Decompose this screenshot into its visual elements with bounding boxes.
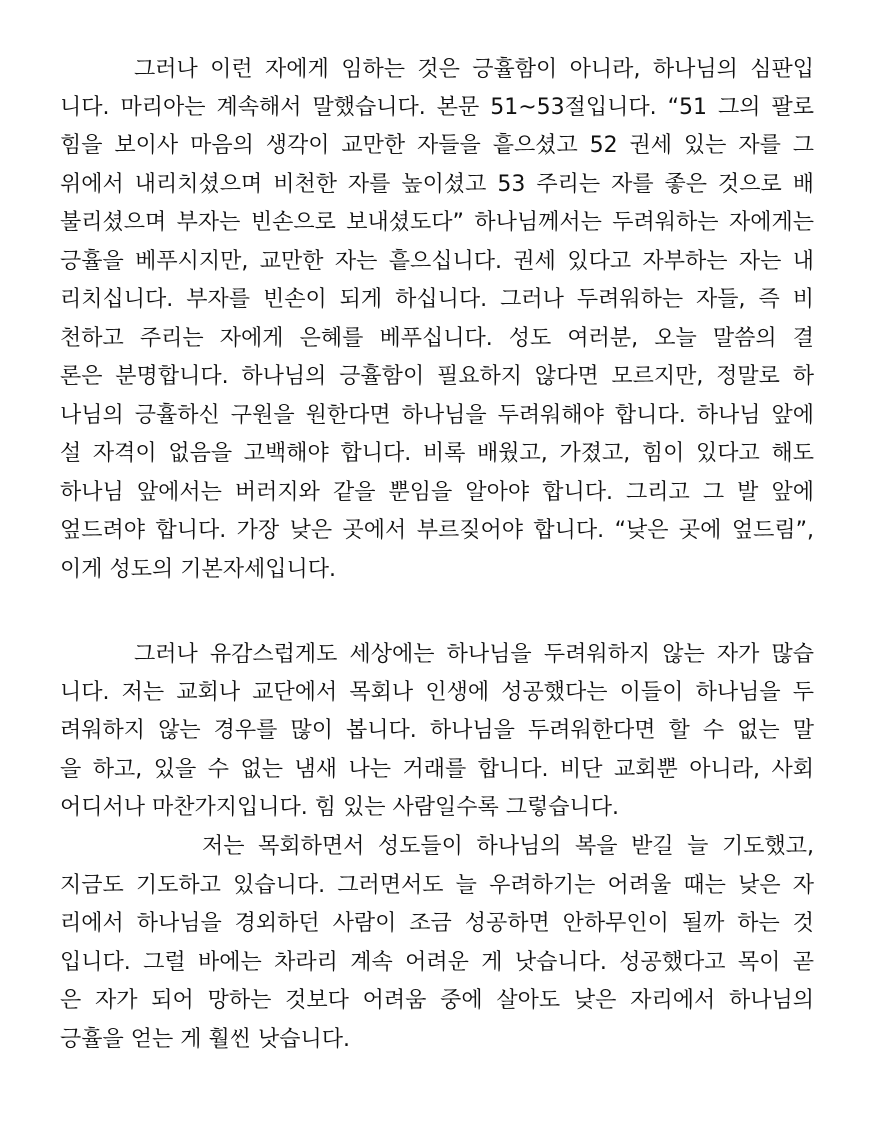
text-line: 이게 성도의 기본자세입니다.: [60, 557, 337, 582]
text-line: 긍휼을 얻는 게 훨씬 낫습니다.: [60, 1027, 350, 1052]
text-line: 불리셨으며 부자는 빈손으로 보내셨도다” 하나님께서는 두려워하는 자에게는: [60, 210, 814, 235]
text-line: 려워하지 않는 경우를 많이 봅니다. 하나님을 두려워한다면 할 수 없는 말: [60, 718, 814, 743]
text-line: 나님의 긍휼하신 구원을 원한다면 하나님을 두려워해야 합니다. 하나님 앞에: [60, 403, 814, 428]
text-line: 엎드려야 합니다. 가장 낮은 곳에서 부르짖어야 합니다. “낮은 곳에 엎드림”,: [60, 518, 814, 543]
text-line: 설 자격이 없음을 고백해야 합니다. 비록 배웠고, 가졌고, 힘이 있다고 해도: [60, 441, 814, 466]
text-line: 론은 분명합니다. 하나님의 긍휼함이 필요하지 않다면 모르지만, 정말로 하: [60, 364, 814, 389]
text-line: 위에서 내리치셨으며 비천한 자를 높이셨고 53 주리는 자를 좋은 것으로 배: [60, 172, 814, 197]
text-line: 하나님 앞에서는 버러지와 같을 뿐임을 알아야 합니다. 그리고 그 발 앞에: [60, 480, 814, 505]
text-line: 니다. 마리아는 계속해서 말했습니다. 본문 51~53절입니다. “51 그의 팔로: [60, 95, 814, 120]
text-line: 입니다. 그럴 바에는 차라리 계속 어려운 게 낫습니다. 성공했다고 목이 곧: [60, 950, 814, 975]
text-line: 지금도 기도하고 있습니다. 그러면서도 늘 우려하기는 어려울 때는 낮은 자: [60, 873, 814, 898]
text-line: 어디서나 마찬가지입니다. 힘 있는 사람일수록 그렇습니다.: [60, 795, 620, 820]
text-line: 저는 목회하면서 성도들이 하나님의 복을 받길 늘 기도했고,: [202, 834, 814, 859]
text-line: 리치십니다. 부자를 빈손이 되게 하십니다. 그러나 두려워하는 자들, 즉 비: [60, 287, 814, 312]
text-line: 을 하고, 있을 수 없는 냄새 나는 거래를 합니다. 비단 교회뿐 아니라, 사회: [60, 757, 814, 782]
text-line: 그러나 이런 자에게 임하는 것은 긍휼함이 아니라, 하나님의 심판입: [134, 57, 814, 82]
text-line: 긍휼을 베푸시지만, 교만한 자는 흩으십니다. 권세 있다고 자부하는 자는 내: [60, 249, 814, 274]
text-line: 천하고 주리는 자에게 은혜를 베푸십니다. 성도 여러분, 오늘 말씀의 결: [60, 326, 814, 351]
text-line: 리에서 하나님을 경외하던 사람이 조금 성공하면 안하무인이 될까 하는 것: [60, 911, 814, 936]
text-line: 니다. 저는 교회나 교단에서 목회나 인생에 성공했다는 이들이 하나님을 두: [60, 680, 814, 705]
text-line: 그러나 유감스럽게도 세상에는 하나님을 두려워하지 않는 자가 많습: [134, 642, 814, 667]
text-line: 은 자가 되어 망하는 것보다 어려움 중에 살아도 낮은 자리에서 하나님의: [60, 988, 814, 1013]
text-line: 힘을 보이사 마음의 생각이 교만한 자들을 흩으셨고 52 권세 있는 자를 그: [60, 133, 814, 158]
